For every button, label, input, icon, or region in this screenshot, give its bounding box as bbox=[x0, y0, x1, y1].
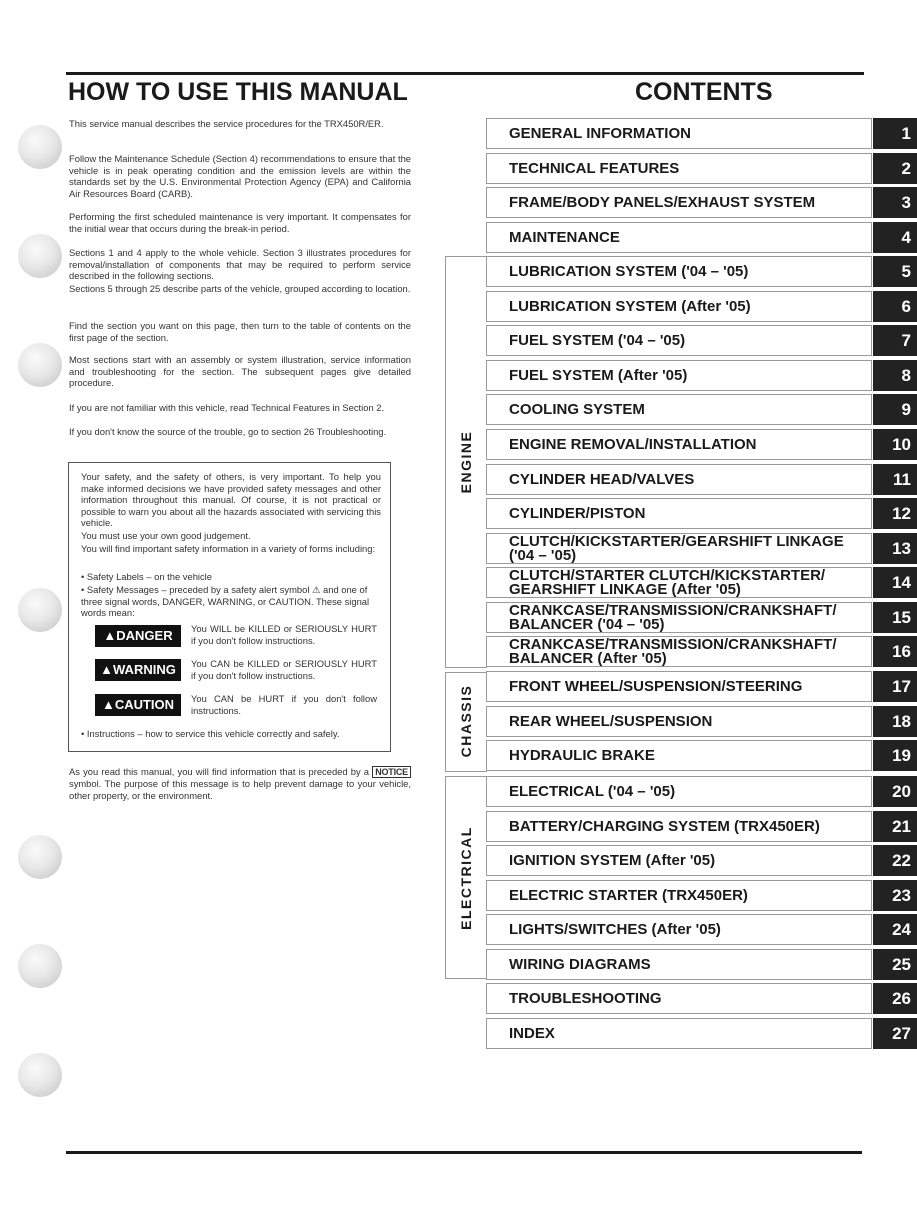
toc-item-4[interactable] bbox=[486, 222, 872, 253]
toc-item-16[interactable] bbox=[486, 636, 872, 667]
toc-item-label: LUBRICATION SYSTEM (After '05) bbox=[509, 297, 751, 315]
section-number-tab[interactable]: 10 bbox=[873, 429, 917, 460]
toc-item-23[interactable] bbox=[486, 880, 872, 911]
section-number-tab[interactable]: 23 bbox=[873, 880, 917, 911]
toc-item-label: FUEL SYSTEM (After '05) bbox=[509, 366, 688, 384]
engine-group-label: ENGINE bbox=[458, 430, 474, 494]
safety-judgement: You must use your own good judgement. bbox=[81, 530, 251, 541]
section-number-tab[interactable]: 18 bbox=[873, 706, 917, 737]
sections-paragraph: Sections 1 and 4 apply to the whole vehicle. Section 3 illustrates procedures for removal/installation of components that may be required to perform service described in the following sections. bbox=[69, 247, 411, 282]
toc-item-25[interactable] bbox=[486, 949, 872, 980]
binder-hole bbox=[18, 234, 62, 278]
notice-badge: NOTICE bbox=[372, 766, 411, 778]
toc-item-label: CRANKCASE/TRANSMISSION/CRANKSHAFT/ BALANCER (After '05) bbox=[509, 635, 837, 667]
toc-item-18[interactable] bbox=[486, 706, 872, 737]
first-maintenance-paragraph: Performing the first scheduled maintenance is very important. It compensates for the initial wear that occurs during the break-in period. bbox=[69, 211, 411, 234]
section-number-tab[interactable]: 16 bbox=[873, 636, 917, 667]
toc-item-15[interactable] bbox=[486, 602, 872, 633]
binder-hole bbox=[18, 835, 62, 879]
section-number-tab[interactable]: 12 bbox=[873, 498, 917, 529]
electrical-group-label: ELECTRICAL bbox=[458, 826, 474, 930]
warning-label: ▲WARNING bbox=[95, 659, 181, 681]
section-number-tab[interactable]: 25 bbox=[873, 949, 917, 980]
binder-hole bbox=[18, 1053, 62, 1097]
binder-hole bbox=[18, 588, 62, 632]
chassis-group-label: CHASSIS bbox=[458, 684, 474, 758]
toc-item-label: FUEL SYSTEM ('04 – '05) bbox=[509, 331, 686, 349]
toc-item-6[interactable] bbox=[486, 291, 872, 322]
intro-paragraph: This service manual describes the service procedures for the TRX450R/ER. bbox=[69, 118, 384, 129]
section-number-tab[interactable]: 19 bbox=[873, 740, 917, 771]
toc-item-1[interactable] bbox=[486, 118, 872, 149]
section-number-tab[interactable]: 24 bbox=[873, 914, 917, 945]
section-number-tab[interactable]: 5 bbox=[873, 256, 917, 287]
toc-item-20[interactable] bbox=[486, 776, 872, 807]
safety-bullet-labels: • Safety Labels – on the vehicle bbox=[81, 571, 212, 582]
bottom-rule bbox=[66, 1151, 862, 1154]
toc-item-21[interactable] bbox=[486, 811, 872, 842]
toc-item-13[interactable] bbox=[486, 533, 872, 564]
toc-item-label: LUBRICATION SYSTEM ('04 – '05) bbox=[509, 262, 749, 280]
toc-item-label: LIGHTS/SWITCHES (After '05) bbox=[509, 920, 721, 938]
toc-item-9[interactable] bbox=[486, 394, 872, 425]
section-number-tab[interactable]: 20 bbox=[873, 776, 917, 807]
section-number-tab[interactable]: 8 bbox=[873, 360, 917, 391]
binder-hole bbox=[18, 125, 62, 169]
find-section-paragraph: Find the section you want on this page, then turn to the table of contents on the first page of the section. bbox=[69, 320, 411, 343]
toc-item-label: CYLINDER HEAD/VALVES bbox=[509, 470, 695, 488]
safety-bullet-messages: • Safety Messages – preceded by a safety alert symbol ⚠ and one of three signal words, DANGER, WARNING, or CAUTION. These signal words mean: bbox=[81, 584, 370, 619]
technical-features-paragraph: If you are not familiar with this vehicle, read Technical Features in Section 2. bbox=[69, 402, 385, 413]
toc-item-22[interactable] bbox=[486, 845, 872, 876]
safety-bullet-instructions: • Instructions – how to service this vehicle correctly and safely. bbox=[81, 728, 340, 739]
toc-item-label: ENGINE REMOVAL/INSTALLATION bbox=[509, 435, 757, 453]
toc-item-label: HYDRAULIC BRAKE bbox=[509, 746, 655, 764]
section-number-tab[interactable]: 21 bbox=[873, 811, 917, 842]
safety-forms: You will find important safety information in a variety of forms including: bbox=[81, 543, 376, 554]
toc-item-label: CYLINDER/PISTON bbox=[509, 504, 646, 522]
contents-title: CONTENTS bbox=[635, 78, 773, 106]
section-number-tab[interactable]: 7 bbox=[873, 325, 917, 356]
toc-item-label: WIRING DIAGRAMS bbox=[509, 955, 651, 973]
toc-item-label: REAR WHEEL/SUSPENSION bbox=[509, 712, 713, 730]
toc-item-3[interactable] bbox=[486, 187, 872, 218]
section-number-tab[interactable]: 4 bbox=[873, 222, 917, 253]
toc-item-5[interactable] bbox=[486, 256, 872, 287]
notice-text-before: As you read this manual, you will find information that is preceded by a bbox=[69, 766, 370, 777]
safety-box bbox=[68, 462, 391, 752]
danger-text: You WILL be KILLED or SERIOUSLY HURT if you don't follow instructions. bbox=[191, 623, 377, 646]
toc-item-19[interactable] bbox=[486, 740, 872, 771]
toc-item-12[interactable] bbox=[486, 498, 872, 529]
sections-grouped-paragraph: Sections 5 through 25 describe parts of the vehicle, grouped according to location. bbox=[69, 283, 411, 294]
caution-label: ▲CAUTION bbox=[95, 694, 181, 716]
toc-item-label: BATTERY/CHARGING SYSTEM (TRX450ER) bbox=[509, 817, 820, 835]
toc-item-8[interactable] bbox=[486, 360, 872, 391]
toc-item-label: FRONT WHEEL/SUSPENSION/STEERING bbox=[509, 677, 803, 695]
toc-item-10[interactable] bbox=[486, 429, 872, 460]
notice-paragraph bbox=[69, 766, 411, 801]
toc-item-label: CRANKCASE/TRANSMISSION/CRANKSHAFT/ BALANCER ('04 – '05) bbox=[509, 601, 837, 633]
page-title: HOW TO USE THIS MANUAL bbox=[68, 78, 408, 106]
toc-item-label: ELECTRICAL ('04 – '05) bbox=[509, 782, 676, 800]
caution-text: You CAN be HURT if you don't follow instructions. bbox=[191, 693, 377, 716]
toc-item-27[interactable] bbox=[486, 1018, 872, 1049]
toc-item-14[interactable] bbox=[486, 567, 872, 598]
toc-item-17[interactable] bbox=[486, 671, 872, 702]
toc-item-label: TROUBLESHOOTING bbox=[509, 989, 662, 1007]
section-number-tab[interactable]: 3 bbox=[873, 187, 917, 218]
section-number-tab[interactable]: 9 bbox=[873, 394, 917, 425]
warning-text: You CAN be KILLED or SERIOUSLY HURT if you don't follow instructions. bbox=[191, 658, 377, 681]
section-number-tab[interactable]: 11 bbox=[873, 464, 917, 495]
assembly-paragraph: Most sections start with an assembly or system illustration, service information and troubleshooting for the section. The subsequent pages give detailed procedure. bbox=[69, 354, 411, 389]
section-number-tab[interactable]: 15 bbox=[873, 602, 917, 633]
binder-hole bbox=[18, 343, 62, 387]
section-number-tab[interactable]: 27 bbox=[873, 1018, 917, 1049]
toc-item-label: GENERAL INFORMATION bbox=[509, 124, 691, 142]
danger-label: ▲DANGER bbox=[95, 625, 181, 647]
top-rule bbox=[66, 72, 864, 75]
toc-item-label: CLUTCH/KICKSTARTER/GEARSHIFT LINKAGE ('04 – '05) bbox=[509, 532, 844, 564]
section-number-tab[interactable]: 1 bbox=[873, 118, 917, 149]
section-number-tab[interactable]: 14 bbox=[873, 567, 917, 598]
maintenance-paragraph: Follow the Maintenance Schedule (Section 4) recommendations to ensure that the vehicle is in peak operating condition and the emission levels are within the standards set by the U.S. Environmental Protection Agency (EPA) and California Air Resources Board (CARB). bbox=[69, 153, 411, 199]
section-number-tab[interactable]: 2 bbox=[873, 153, 917, 184]
toc-item-label: INDEX bbox=[509, 1024, 555, 1042]
section-number-tab[interactable]: 17 bbox=[873, 671, 917, 702]
notice-text-after: symbol. The purpose of this message is to help prevent damage to your vehicle, other property, or the environment. bbox=[69, 778, 411, 801]
toc-item-label: MAINTENANCE bbox=[509, 228, 620, 246]
toc-item-26[interactable] bbox=[486, 983, 872, 1014]
safety-intro: Your safety, and the safety of others, is very important. To help you make informed decisions we have provided safety messages and other information throughout this manual. Of course, it is not practical or possible to warn you about all the hazards associated with servicing this vehicle. bbox=[81, 471, 381, 529]
toc-item-label: FRAME/BODY PANELS/EXHAUST SYSTEM bbox=[509, 193, 816, 211]
section-number-tab[interactable]: 22 bbox=[873, 845, 917, 876]
toc-item-7[interactable] bbox=[486, 325, 872, 356]
toc-item-label: CLUTCH/STARTER CLUTCH/KICKSTARTER/ GEARSHIFT LINKAGE (After '05) bbox=[509, 566, 826, 598]
toc-item-11[interactable] bbox=[486, 464, 872, 495]
toc-item-label: COOLING SYSTEM bbox=[509, 400, 645, 418]
troubleshooting-paragraph: If you don't know the source of the trouble, go to section 26 Troubleshooting. bbox=[69, 426, 387, 437]
toc-item-24[interactable] bbox=[486, 914, 872, 945]
section-number-tab[interactable]: 6 bbox=[873, 291, 917, 322]
section-number-tab[interactable]: 13 bbox=[873, 533, 917, 564]
toc-item-label: IGNITION SYSTEM (After '05) bbox=[509, 851, 716, 869]
toc-item-label: ELECTRIC STARTER (TRX450ER) bbox=[509, 886, 748, 904]
toc-item-label: TECHNICAL FEATURES bbox=[509, 159, 680, 177]
toc-item-2[interactable] bbox=[486, 153, 872, 184]
binder-hole bbox=[18, 944, 62, 988]
section-number-tab[interactable]: 26 bbox=[873, 983, 917, 1014]
